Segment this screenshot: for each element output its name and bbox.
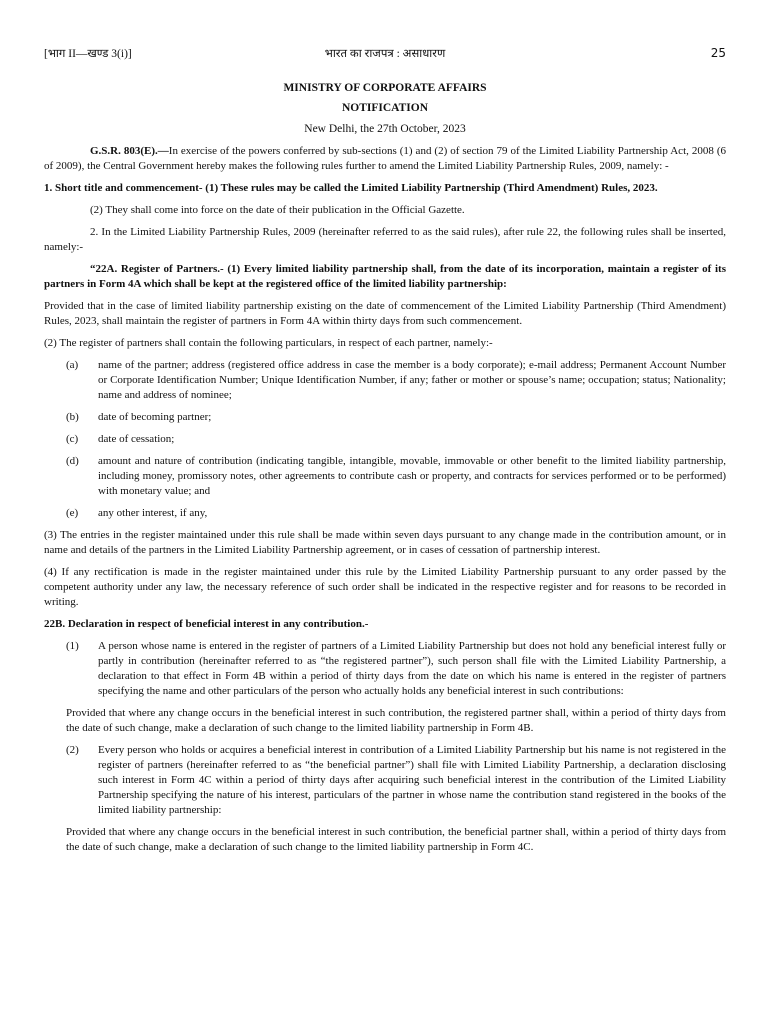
list-item-text: date of becoming partner; bbox=[98, 411, 212, 423]
list-item bbox=[66, 432, 726, 447]
list-item bbox=[66, 639, 726, 699]
list-item-label: (a) bbox=[66, 359, 79, 371]
rule-22a-proviso: Provided that in the case of limited liability partnership existing on the date of commencement of the Limited Liability Partnership (Third Amendment) Rules, 2023, shall maintain the register of partners in Form 4A within thirty days from such commencement. bbox=[44, 300, 726, 327]
list-item-text: date of cessation; bbox=[98, 433, 175, 445]
page-number: 25 bbox=[710, 46, 726, 60]
list-item-text: A person whose name is entered in the register of partners of a Limited Liability Partnership but does not hold any beneficial interest fully or partly in contribution (hereinafter referred to as “the registered partner”), such person shall file with the Limited Liability Partnership, a declaration to that effect in Form 4B within a period of thirty days from the date on which his name is entered in the register of partners specifying the name and other particulars of the person who actually holds any beneficial interest in such contributions: bbox=[98, 640, 726, 697]
rule-22a-sub-2: (2) The register of partners shall contain the following particulars, in respect of each partner, namely:- bbox=[44, 337, 493, 349]
list-item-text: any other interest, if any, bbox=[98, 507, 208, 519]
notification-title: NOTIFICATION bbox=[341, 102, 429, 114]
list-item-label: (e) bbox=[66, 507, 79, 519]
running-header bbox=[44, 46, 726, 66]
header-gazette-title: भारत का राजपत्र : असाधारण bbox=[324, 48, 446, 60]
rule-22b-sub-1-proviso: Provided that where any change occurs in the beneficial interest in such contribution, the registered partner shall, within a period of thirty days from the date of such change, make a declaration of such change to the limited liability partnership in Form 4B. bbox=[66, 707, 726, 734]
gazette-page bbox=[44, 46, 726, 855]
header-section: [भाग II—खण्ड 3(i)] bbox=[44, 48, 132, 60]
list-item-label: (c) bbox=[66, 433, 79, 445]
rule-22a-sub-3: (3) The entries in the register maintained under this rule shall be made within seven days pursuant to any change made in the contribution amount, or in name and details of the partners in the Limited Liability Partnership agreement, or in cases of cessation of partnership interest. bbox=[44, 529, 726, 556]
intro-text: In exercise of the powers conferred by sub-sections (1) and (2) of section 79 of the Limited Liability Partnership Act, 2008 (6 of 2009), the Central Government hereby makes the following rules further to amend the Limited Liability Partnership Rules, 2009, namely: - bbox=[44, 145, 727, 172]
gsr-reference: G.S.R. 803(E).— bbox=[90, 145, 169, 157]
list-item-text: amount and nature of contribution (indicating tangible, intangible, movable, immovable or other benefit to the limited liability partnership, including money, promissory notes, other agreements to contribute cash or property, and contracts for services performed or to be performed) with monetary value; and bbox=[98, 455, 726, 497]
rule-1-commencement: (2) They shall come into force on the date of their publication in the Official Gazette. bbox=[90, 204, 465, 216]
list-item-label: (1) bbox=[66, 640, 79, 652]
list-item-text: Every person who holds or acquires a beneficial interest in contribution of a Limited Liability Partnership but his name is not registered in the register of partners (hereinafter referred to as “the beneficial partner”) shall file with Limited Liability Partnership, a declaration disclosing such interest in Form 4C within a period of thirty days after acquiring such beneficial interest in the contribution of the Limited Liability Partnership specifying the nature of his interest, particulars of the partner in whose name the contribution stand registered in the books of the limited liability partnership: bbox=[98, 744, 726, 816]
list-item bbox=[66, 410, 726, 425]
rule-22b-sub-2-proviso: Provided that where any change occurs in the beneficial interest in such contribution, the beneficial partner shall, within a period of thirty days from the date of such change, make a declaration of such change to the limited liability partnership in Form 4C. bbox=[66, 826, 726, 853]
rule-22b-heading: 22B. Declaration in respect of beneficial interest in any contribution.- bbox=[44, 618, 369, 630]
intro-paragraph bbox=[44, 144, 726, 174]
notification-date: New Delhi, the 27th October, 2023 bbox=[304, 123, 466, 135]
list-item bbox=[66, 506, 726, 521]
rule-1-short-title: 1. Short title and commencement- (1) These rules may be called the Limited Liability Partnership (Third Amendment) Rules, 2023. bbox=[44, 182, 658, 194]
list-item-label: (2) bbox=[66, 744, 79, 756]
particulars-list bbox=[66, 358, 726, 521]
list-item bbox=[66, 743, 726, 818]
ministry-title: MINISTRY OF CORPORATE AFFAIRS bbox=[283, 82, 487, 94]
list-item-label: (b) bbox=[66, 411, 79, 423]
list-item-label: (d) bbox=[66, 455, 79, 467]
rule-2-insertion: 2. In the Limited Liability Partnership Rules, 2009 (hereinafter referred to as the said rules), after rule 22, the following rules shall be inserted, namely:- bbox=[44, 226, 726, 253]
list-item-text: name of the partner; address (registered office address in case the member is a body corporate); e-mail address; Permanent Account Number or Corporate Identification Number; Unique Identification Number, if any; father or mother or spouse’s name; occupation; status; Nationality; name and address of nominee; bbox=[98, 359, 726, 401]
rule-22b-sub-2 bbox=[66, 743, 726, 818]
list-item bbox=[66, 454, 726, 499]
rule-22b-sub-1 bbox=[66, 639, 726, 699]
rule-22a-heading: “22A. Register of Partners.- (1) Every limited liability partnership shall, from the date of its incorporation, maintain a register of its partners in Form 4A which shall be kept at the registered office of the limited liability partnership: bbox=[44, 263, 726, 290]
rule-22a-sub-4: (4) If any rectification is made in the register maintained under this rule by the Limited Liability Partnership pursuant to any order passed by the competent authority under any law, the necessary reference of such order shall be indicated in the respective register and for reasons to be recorded in writing. bbox=[44, 566, 726, 608]
list-item bbox=[66, 358, 726, 403]
